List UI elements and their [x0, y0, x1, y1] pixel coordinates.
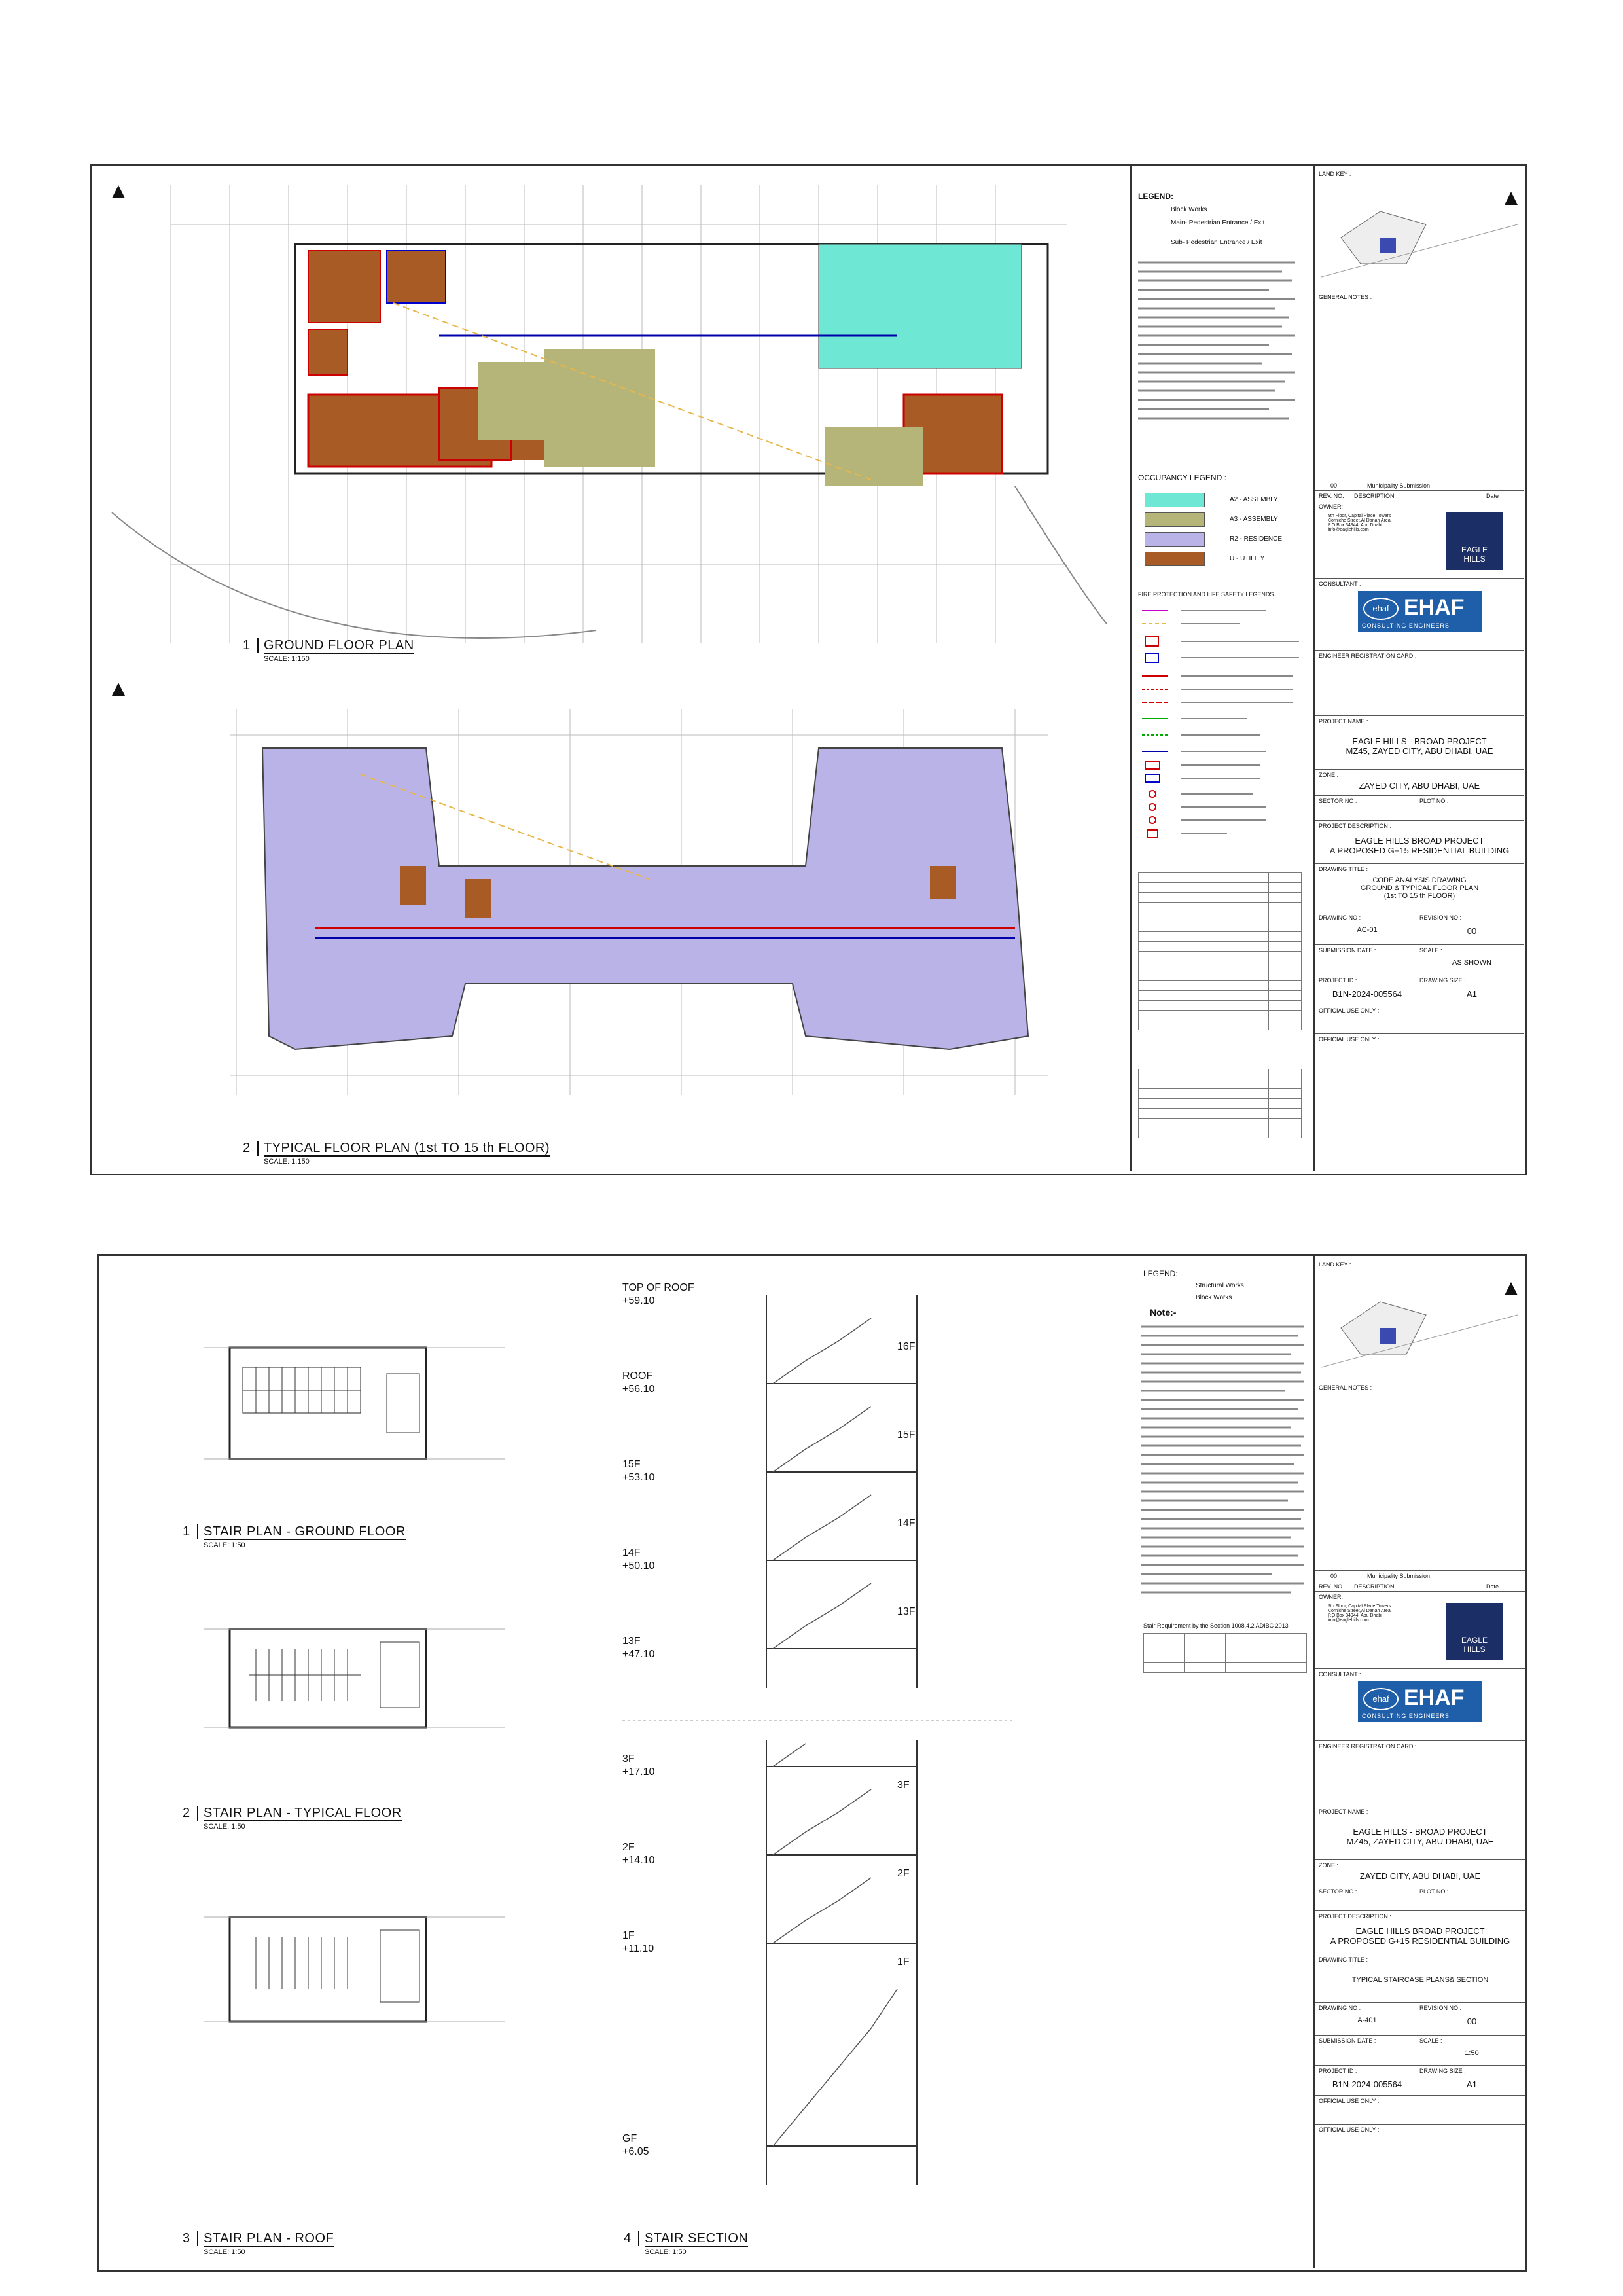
- zone-value: ZAYED CITY, ABU DHABI, UAE: [1359, 1871, 1481, 1881]
- drawing-no-label: DRAWING NO :: [1319, 2005, 1361, 2011]
- drawing-number: 2: [243, 1141, 259, 1156]
- drawing-title: CODE ANALYSIS DRAWING GROUND & TYPICAL FLOOR PLAN (1st TO 15 th FLOOR): [1360, 876, 1479, 900]
- scale-value: AS SHOWN: [1452, 959, 1491, 967]
- drawing-size-label: DRAWING SIZE :: [1419, 2068, 1466, 2074]
- section-floor-tag: 1F: [897, 1956, 910, 1967]
- occupancy-swatch-u: [1145, 552, 1205, 566]
- scale-label: SCALE :: [1419, 2037, 1442, 2044]
- project-description: EAGLE HILLS BROAD PROJECT A PROPOSED G+15 RESIDENTIAL BUILDING: [1330, 1926, 1510, 1946]
- project-id-label: PROJECT ID :: [1319, 977, 1357, 984]
- stair-title-1: [183, 1524, 406, 1539]
- ehaf-logo-text: EHAF: [1404, 1685, 1465, 1710]
- occupancy-label: A3 - ASSEMBLY: [1230, 516, 1278, 523]
- legend-item: Block Works: [1171, 206, 1207, 213]
- eagle-hills-logo: [1446, 1603, 1503, 1660]
- owner-address: 9th Floor, Capital Place Towers Corniche Street,Al Danah Area, P.O Box 34944, Abu Dhabi info@eaglehills.com: [1328, 514, 1392, 532]
- fire-legend-title: FIRE PROTECTION AND LIFE SAFETY LEGENDS: [1138, 591, 1274, 598]
- ehaf-logo-mark: ehaf: [1363, 598, 1399, 620]
- level-elevation: +11.10: [622, 1943, 654, 1954]
- legend-title: LEGEND:: [1143, 1269, 1178, 1278]
- zone-value: ZAYED CITY, ABU DHABI, UAE: [1359, 781, 1480, 791]
- drawing-title-text: GROUND FLOOR PLAN: [264, 638, 414, 653]
- stair-plan-ground-svg: [138, 1308, 531, 1505]
- level-elevation: +53.10: [622, 1472, 655, 1483]
- project-desc-label: PROJECT DESCRIPTION :: [1319, 823, 1391, 829]
- submission-date-label: SUBMISSION DATE :: [1319, 947, 1376, 954]
- project-id-label: PROJECT ID :: [1319, 2068, 1357, 2074]
- project-id: B1N-2024-005564: [1332, 989, 1402, 999]
- typical-floor-plan-drawing: [99, 670, 1126, 1128]
- legend-item: Block Works: [1196, 1294, 1232, 1301]
- drawing-title-text: STAIR PLAN - GROUND FLOOR: [204, 1524, 406, 1539]
- section-floor-tag: 2F: [897, 1868, 910, 1879]
- stair-section: [622, 1269, 1015, 2238]
- drawing-title-label: DRAWING TITLE :: [1319, 1956, 1368, 1963]
- drawing-scale: SCALE: 1:50: [204, 1541, 245, 1549]
- project-name: EAGLE HILLS - BROAD PROJECT MZ45, ZAYED CITY, ABU DHABI, UAE: [1346, 736, 1493, 756]
- drawing-scale: SCALE: 1:150: [264, 1158, 310, 1166]
- stair-requirement-title: Stair Requirement by the Section 1008.4.2 ADIBC 2013: [1143, 1623, 1289, 1629]
- drawing-size-label: DRAWING SIZE :: [1419, 977, 1466, 984]
- drawing-scale: SCALE: 1:50: [645, 2248, 687, 2256]
- drawing-number: 4: [624, 2231, 639, 2246]
- stair-title-3: [183, 2231, 334, 2246]
- section-floor-tag: 3F: [897, 1780, 910, 1791]
- level-name: 1F: [622, 1930, 635, 1941]
- drawing-title-1: [243, 638, 414, 653]
- rev-desc: Municipality Submission: [1367, 1573, 1431, 1579]
- project-desc-label: PROJECT DESCRIPTION :: [1319, 1913, 1391, 1920]
- level-elevation: +14.10: [622, 1855, 655, 1866]
- note-title: Note:-: [1150, 1307, 1177, 1318]
- notes-text-block: [1141, 1321, 1311, 1609]
- stair-title-2: [183, 1806, 402, 1821]
- level-elevation: +59.10: [622, 1295, 655, 1306]
- official-use-label: OFFICIAL USE ONLY :: [1319, 2098, 1380, 2104]
- occupancy-schedule-ground: [1138, 872, 1302, 1030]
- land-key-label: LAND KEY :: [1319, 1261, 1351, 1268]
- date-header: Date: [1486, 493, 1499, 499]
- engineer-card-label: ENGINEER REGISTRATION CARD :: [1319, 1743, 1417, 1749]
- zone-label: ZONE :: [1319, 1862, 1339, 1869]
- drawing-scale: SCALE: 1:50: [204, 2248, 245, 2256]
- stair-plan-roof-svg: [138, 1878, 531, 2074]
- revision-no: 00: [1467, 2017, 1477, 2026]
- plot-label: PLOT NO :: [1419, 798, 1449, 804]
- general-notes-label: GENERAL NOTES :: [1319, 1384, 1372, 1391]
- title-block: [1313, 1256, 1525, 2268]
- legend-column: [1130, 166, 1315, 1171]
- project-name: EAGLE HILLS - BROAD PROJECT MZ45, ZAYED CITY, ABU DHABI, UAE: [1346, 1827, 1494, 1846]
- drawing-size: A1: [1467, 2079, 1477, 2089]
- official-use-label: OFFICIAL USE ONLY :: [1319, 1036, 1380, 1043]
- engineer-card-label: ENGINEER REGISTRATION CARD :: [1319, 653, 1417, 659]
- occupancy-swatch-a2: [1145, 493, 1205, 507]
- eagle-hills-logo-text: EAGLE HILLS: [1461, 1636, 1488, 1654]
- level-elevation: +56.10: [622, 1384, 655, 1395]
- plot-label: PLOT NO :: [1419, 1888, 1449, 1895]
- description-header: DESCRIPTION: [1354, 493, 1395, 499]
- occupancy-schedule-first: [1138, 1069, 1302, 1138]
- drawing-title-text: STAIR PLAN - TYPICAL FLOOR: [204, 1806, 402, 1820]
- stair-plan-typical-svg: [138, 1590, 531, 1786]
- drawing-title-text: STAIR PLAN - ROOF: [204, 2231, 334, 2246]
- drawing-no: AC-01: [1357, 926, 1378, 934]
- level-elevation: +6.05: [622, 2146, 649, 2157]
- level-name: ROOF: [622, 1371, 653, 1382]
- section-floor-tag: 13F: [897, 1606, 916, 1617]
- owner-address: 9th Floor, Capital Place Towers Corniche Street,Al Danah Area, P.O Box 34944, Abu Dhabi info@eaglehills.com: [1328, 1604, 1392, 1623]
- date-header: Date: [1486, 1583, 1499, 1590]
- drawing-scale: SCALE: 1:50: [204, 1823, 245, 1831]
- owner-label: OWNER:: [1319, 503, 1343, 510]
- general-notes-label: GENERAL NOTES :: [1319, 294, 1372, 300]
- section-floor-tag: 16F: [897, 1341, 916, 1352]
- drawing-title-text: STAIR SECTION: [645, 2231, 749, 2246]
- ehaf-logo: [1358, 591, 1482, 632]
- stair-requirement-table: [1143, 1633, 1307, 1673]
- stair-section-svg: [622, 1269, 1015, 2238]
- rev-value: 00: [1330, 1573, 1338, 1579]
- drawing-number: 3: [183, 2231, 198, 2246]
- ground-floor-plan-svg: [99, 172, 1126, 656]
- legend-notes-text: [1138, 257, 1302, 447]
- sector-label: SECTOR NO :: [1319, 798, 1357, 804]
- drawing-number: 2: [183, 1806, 198, 1821]
- ehaf-logo-subtitle: CONSULTING ENGINEERS: [1362, 1713, 1450, 1719]
- level-name: 14F: [622, 1547, 641, 1558]
- occupancy-label: R2 - RESIDENCE: [1230, 535, 1283, 543]
- occupancy-label: U - UTILITY: [1230, 555, 1265, 562]
- drawing-number: 1: [183, 1524, 198, 1539]
- scale-label: SCALE :: [1419, 947, 1442, 954]
- section-floor-tag: 15F: [897, 1429, 916, 1441]
- project-description: EAGLE HILLS BROAD PROJECT A PROPOSED G+15 RESIDENTIAL BUILDING: [1329, 836, 1510, 855]
- rev-no-header: REV. NO.: [1319, 1583, 1344, 1590]
- official-use-label: OFFICIAL USE ONLY :: [1319, 1007, 1380, 1014]
- drawing-title-label: DRAWING TITLE :: [1319, 866, 1368, 872]
- sector-label: SECTOR NO :: [1319, 1888, 1357, 1895]
- drawing-number: 1: [243, 638, 259, 653]
- eagle-hills-logo: [1446, 512, 1503, 570]
- occupancy-legend-title: OCCUPANCY LEGEND :: [1138, 473, 1226, 482]
- project-name-label: PROJECT NAME :: [1319, 1808, 1368, 1815]
- zone-label: ZONE :: [1319, 772, 1339, 778]
- occupancy-label: A2 - ASSEMBLY: [1230, 496, 1278, 503]
- consultant-label: CONSULTANT :: [1319, 581, 1361, 587]
- stair-title-4: [624, 2231, 748, 2246]
- project-id: B1N-2024-005564: [1332, 2079, 1402, 2089]
- level-name: 15F: [622, 1459, 641, 1470]
- drawing-scale: SCALE: 1:150: [264, 655, 310, 663]
- level-name: 2F: [622, 1842, 635, 1853]
- land-key-label: LAND KEY :: [1319, 171, 1351, 177]
- land-key-map: [1321, 1276, 1518, 1374]
- rev-no-header: REV. NO.: [1319, 493, 1344, 499]
- scale-value: 1:50: [1465, 2049, 1479, 2057]
- title-block: [1313, 166, 1524, 1171]
- level-name: TOP OF ROOF: [622, 1282, 694, 1293]
- sheet-staircase: [97, 1254, 1527, 2272]
- revision-no-label: REVISION NO :: [1419, 2005, 1462, 2011]
- drawing-title-text: TYPICAL FLOOR PLAN (1st TO 15 th FLOOR): [264, 1141, 550, 1155]
- revision-no-label: REVISION NO :: [1419, 914, 1462, 921]
- legend-title: LEGEND:: [1138, 192, 1173, 201]
- project-name-label: PROJECT NAME :: [1319, 718, 1368, 725]
- owner-label: OWNER:: [1319, 1594, 1343, 1600]
- drawing-no-label: DRAWING NO :: [1319, 914, 1361, 921]
- land-key-map: [1321, 185, 1518, 283]
- level-name: 3F: [622, 1753, 635, 1765]
- fire-legend-symbols: [1135, 604, 1312, 853]
- ehaf-logo-text: EHAF: [1404, 595, 1465, 620]
- ground-floor-plan-drawing: [99, 172, 1126, 656]
- ehaf-logo-subtitle: CONSULTING ENGINEERS: [1362, 622, 1450, 629]
- ehaf-logo: [1358, 1681, 1482, 1722]
- drawing-title-2: [243, 1141, 550, 1156]
- rev-desc: Municipality Submission: [1367, 482, 1431, 489]
- rev-value: 00: [1330, 482, 1338, 489]
- submission-date-label: SUBMISSION DATE :: [1319, 2037, 1376, 2044]
- description-header: DESCRIPTION: [1354, 1583, 1395, 1590]
- level-elevation: +47.10: [622, 1649, 655, 1660]
- level-name: 13F: [622, 1636, 641, 1647]
- level-name: GF: [622, 2133, 637, 2144]
- occupancy-swatch-r2: [1145, 532, 1205, 547]
- eagle-hills-logo-text: EAGLE HILLS: [1461, 545, 1488, 564]
- consultant-label: CONSULTANT :: [1319, 1671, 1361, 1677]
- legend-item: Main- Pedestrian Entrance / Exit: [1171, 219, 1265, 226]
- legend-item: Sub- Pedestrian Entrance / Exit: [1171, 239, 1262, 246]
- level-elevation: +50.10: [622, 1560, 655, 1571]
- section-floor-tag: 14F: [897, 1518, 916, 1529]
- level-elevation: +17.10: [622, 1767, 655, 1778]
- ehaf-logo-mark: ehaf: [1363, 1688, 1399, 1710]
- typical-floor-plan-svg: [99, 670, 1126, 1128]
- official-use-label: OFFICIAL USE ONLY :: [1319, 2126, 1380, 2133]
- sheet-code-analysis: [90, 164, 1527, 1175]
- drawing-title: TYPICAL STAIRCASE PLANS& SECTION: [1351, 1976, 1489, 1984]
- legend-item: Structural Works: [1196, 1282, 1244, 1289]
- notes-column: [1137, 1256, 1313, 2268]
- drawing-size: A1: [1467, 989, 1477, 999]
- occupancy-swatch-a3: [1145, 512, 1205, 527]
- drawing-no: A-401: [1357, 2017, 1377, 2024]
- revision-no: 00: [1467, 926, 1477, 936]
